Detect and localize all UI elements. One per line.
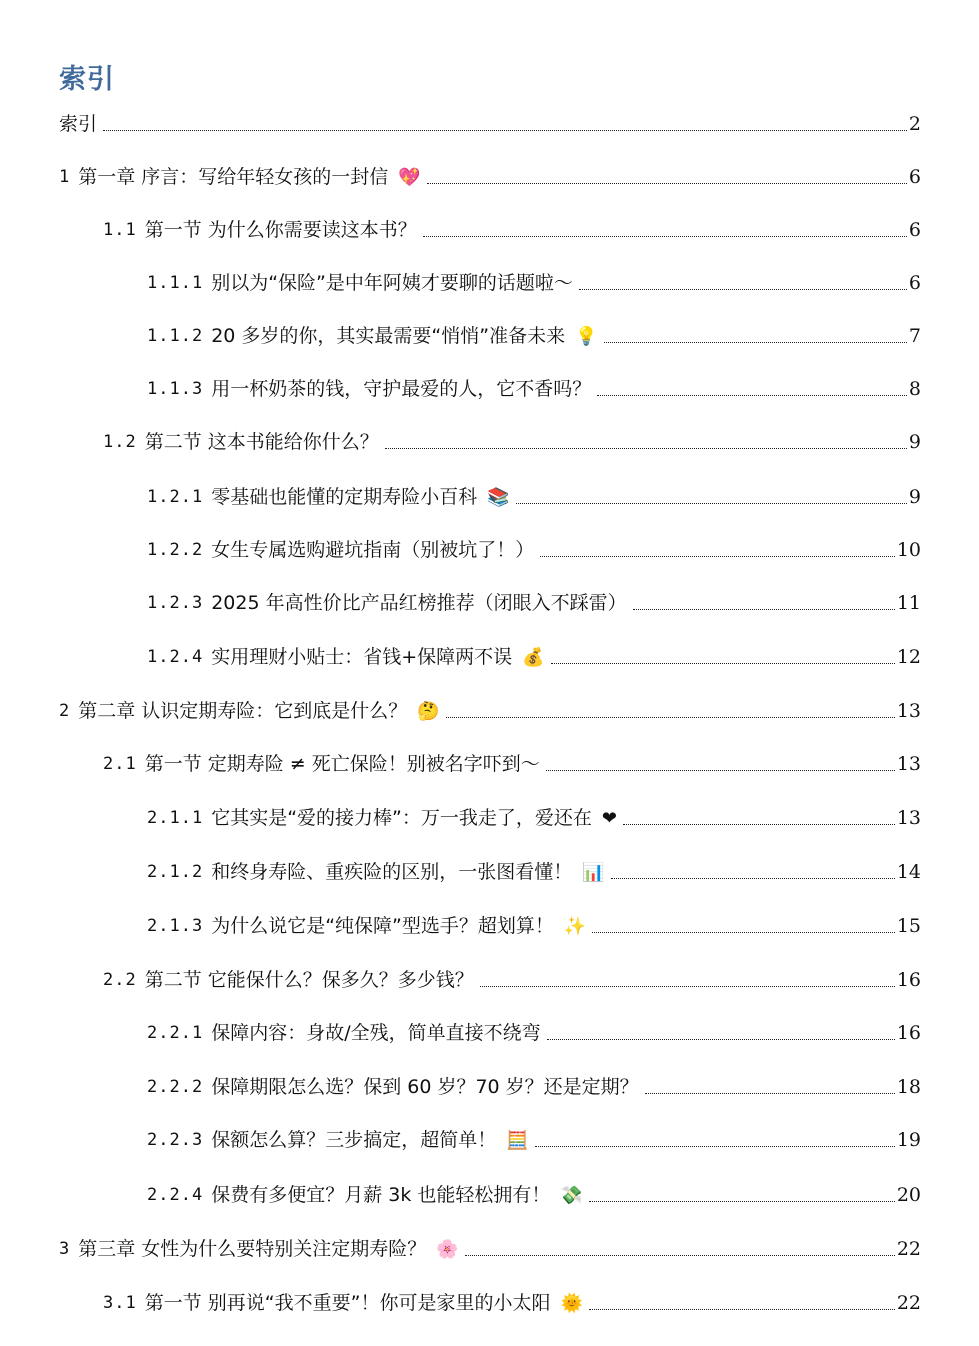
section-number: 1.2.4 bbox=[147, 647, 204, 667]
toc-entry-title: 保障期限怎么选？保到 60 岁？70 岁？还是定期？ bbox=[211, 1076, 639, 1098]
thinking-face-icon: 🤔 bbox=[417, 701, 440, 722]
toc-entry[interactable] bbox=[103, 744, 921, 776]
page-number: 16 bbox=[896, 969, 921, 991]
section-number: 1.2 bbox=[103, 432, 137, 452]
toc-entry-title: 第二章 认识定期寿险：它到底是什么？ bbox=[78, 700, 408, 722]
section-number: 2.2.4 bbox=[147, 1185, 204, 1205]
toc-entry[interactable] bbox=[147, 530, 921, 562]
page-number: 7 bbox=[908, 325, 921, 347]
dot-leader bbox=[551, 663, 895, 664]
page-number: 9 bbox=[908, 431, 921, 453]
toc-entry-title: 索引 bbox=[59, 113, 98, 135]
page-number: 12 bbox=[896, 646, 921, 668]
toc-entry-title: 别以为“保险”是中年阿姨才要聊的话题啦～ bbox=[211, 272, 573, 294]
dot-leader bbox=[592, 932, 895, 933]
page-number: 20 bbox=[896, 1184, 921, 1206]
page-number: 22 bbox=[896, 1292, 921, 1314]
toc-entry-title: 它其实是“爱的接力棒”：万一我走了，爱还在 bbox=[211, 807, 592, 829]
section-number: 1 bbox=[59, 167, 71, 187]
page-number: 8 bbox=[908, 378, 921, 400]
section-number: 2.2.3 bbox=[147, 1130, 204, 1150]
dot-leader bbox=[579, 289, 907, 290]
section-number: 3 bbox=[59, 1239, 71, 1259]
dot-leader bbox=[645, 1093, 895, 1094]
toc-entry-title: 第三章 女性为什么要特别关注定期寿险？ bbox=[78, 1238, 427, 1260]
toc-entry[interactable] bbox=[147, 316, 921, 348]
toc-entry-title: 零基础也能懂的定期寿险小百科 bbox=[211, 486, 478, 508]
dot-leader bbox=[535, 1146, 895, 1147]
section-number: 3.1 bbox=[103, 1293, 137, 1313]
section-number: 1.1.3 bbox=[147, 379, 204, 399]
dot-leader bbox=[516, 503, 907, 504]
page-number: 13 bbox=[896, 753, 921, 775]
abacus-icon: 🧮 bbox=[506, 1130, 529, 1151]
dot-leader bbox=[611, 878, 895, 879]
section-number: 1.1.2 bbox=[147, 326, 204, 346]
dot-leader bbox=[589, 1309, 895, 1310]
dot-leader bbox=[540, 556, 895, 557]
page-number: 2 bbox=[908, 113, 921, 135]
dot-leader bbox=[604, 342, 907, 343]
toc-entry-title: 保额怎么算？三步搞定，超简单！ bbox=[211, 1129, 497, 1151]
page-number: 18 bbox=[896, 1076, 921, 1098]
bar-chart-icon: 📊 bbox=[582, 862, 605, 883]
toc-entry[interactable] bbox=[147, 906, 921, 938]
toc-entry-title: 2025 年高性价比产品红榜推荐（闭眼入不踩雷） bbox=[211, 592, 627, 614]
toc-entry-title: 和终身寿险、重疾险的区别，一张图看懂！ bbox=[211, 861, 573, 883]
section-number: 1.1 bbox=[103, 220, 137, 240]
toc-entry-title: 第二节 这本书能给你什么？ bbox=[144, 431, 379, 453]
section-number: 2.1 bbox=[103, 754, 137, 774]
sun-icon: 🌞 bbox=[560, 1293, 583, 1314]
page-number: 9 bbox=[908, 486, 921, 508]
toc-entry-title: 保费有多便宜？月薪 3k 也能轻松拥有！ bbox=[211, 1184, 551, 1206]
toc-entry-title: 女生专属选购避坑指南（别被坑了！） bbox=[211, 539, 535, 561]
dot-leader bbox=[480, 986, 895, 987]
toc-entry-title: 第一章 序言：写给年轻女孩的一封信 bbox=[78, 166, 389, 188]
toc-entry[interactable] bbox=[147, 798, 921, 830]
toc-entry[interactable] bbox=[147, 1120, 921, 1152]
toc-entry-title: 用一杯奶茶的钱，守护最爱的人，它不香吗？ bbox=[211, 378, 592, 400]
dot-leader bbox=[623, 824, 895, 825]
cherry-blossom-icon: 🌸 bbox=[436, 1239, 459, 1260]
toc-entry-title: 保障内容：身故/全残，简单直接不绕弯 bbox=[211, 1022, 541, 1044]
dot-leader bbox=[597, 395, 907, 396]
books-icon: 📚 bbox=[487, 487, 510, 508]
toc-entry[interactable] bbox=[147, 583, 921, 615]
page-number: 11 bbox=[896, 592, 921, 614]
toc-entry[interactable] bbox=[147, 369, 921, 401]
toc-entry[interactable] bbox=[59, 157, 921, 189]
toc-entry-title: 实用理财小贴士：省钱+保障两不误 bbox=[211, 646, 513, 668]
page-number: 6 bbox=[908, 166, 921, 188]
section-number: 2.2.1 bbox=[147, 1023, 204, 1043]
page-number: 19 bbox=[896, 1129, 921, 1151]
toc-entry[interactable] bbox=[147, 263, 921, 295]
page-number: 14 bbox=[896, 861, 921, 883]
dot-leader bbox=[465, 1255, 895, 1256]
dot-leader bbox=[546, 770, 895, 771]
red-heart-icon: ❤ bbox=[601, 808, 617, 829]
toc-entry[interactable] bbox=[147, 637, 921, 669]
page-number: 6 bbox=[908, 272, 921, 294]
page-number: 13 bbox=[896, 700, 921, 722]
section-number: 2.1.1 bbox=[147, 808, 204, 828]
toc-entry-title: 第二节 它能保什么？保多久？多少钱？ bbox=[144, 969, 474, 991]
dot-leader bbox=[103, 130, 907, 131]
toc-entry-title: 第一节 别再说“我不重要”！你可是家里的小太阳 bbox=[144, 1292, 551, 1314]
section-number: 2.2 bbox=[103, 970, 137, 990]
page-number: 10 bbox=[896, 539, 921, 561]
toc-entry[interactable] bbox=[103, 210, 921, 242]
toc-entry-title: 20 多岁的你，其实最需要“悄悄”准备未来 bbox=[211, 325, 566, 347]
page-number: 6 bbox=[908, 219, 921, 241]
toc-entry[interactable] bbox=[147, 1013, 921, 1045]
page-number: 16 bbox=[896, 1022, 921, 1044]
dot-leader bbox=[427, 183, 907, 184]
money-wings-icon: 💸 bbox=[560, 1185, 583, 1206]
toc-entry[interactable] bbox=[103, 1283, 921, 1315]
toc-entry[interactable] bbox=[59, 691, 921, 723]
dot-leader bbox=[385, 448, 907, 449]
section-number: 2.2.2 bbox=[147, 1077, 204, 1097]
page-number: 13 bbox=[896, 807, 921, 829]
section-number: 1.2.3 bbox=[147, 593, 204, 613]
section-number: 1.2.2 bbox=[147, 540, 204, 560]
page-title: 索引 bbox=[59, 64, 115, 95]
dot-leader bbox=[423, 236, 907, 237]
money-bag-icon: 💰 bbox=[522, 647, 545, 668]
dot-leader bbox=[589, 1201, 895, 1202]
section-number: 2.1.3 bbox=[147, 916, 204, 936]
toc-entry-title: 第一节 定期寿险 ≠ 死亡保险！别被名字吓到～ bbox=[144, 753, 540, 775]
page-number: 22 bbox=[896, 1238, 921, 1260]
toc-entry[interactable] bbox=[147, 477, 921, 509]
dot-leader bbox=[633, 609, 895, 610]
lightbulb-icon: 💡 bbox=[575, 326, 598, 347]
sparkles-icon: ✨ bbox=[563, 916, 587, 937]
dot-leader bbox=[547, 1039, 895, 1040]
page-number: 15 bbox=[896, 915, 921, 937]
toc-entry[interactable] bbox=[147, 1175, 921, 1207]
section-number: 2.1.2 bbox=[147, 862, 204, 882]
heart-icon: 💖 bbox=[398, 167, 421, 188]
toc-entry[interactable] bbox=[59, 1229, 921, 1261]
section-number: 1.2.1 bbox=[147, 487, 204, 507]
toc-entry[interactable] bbox=[147, 1067, 921, 1099]
toc-entry[interactable] bbox=[147, 852, 921, 884]
section-number: 1.1.1 bbox=[147, 273, 204, 293]
toc-entry-title: 第一节 为什么你需要读这本书？ bbox=[144, 219, 417, 241]
toc-entry[interactable] bbox=[103, 422, 921, 454]
toc-entry[interactable] bbox=[103, 960, 921, 992]
toc-entry-title: 为什么说它是“纯保障”型选手？超划算！ bbox=[211, 915, 554, 937]
dot-leader bbox=[446, 717, 895, 718]
section-number: 2 bbox=[59, 701, 71, 721]
toc-entry[interactable] bbox=[59, 104, 921, 136]
